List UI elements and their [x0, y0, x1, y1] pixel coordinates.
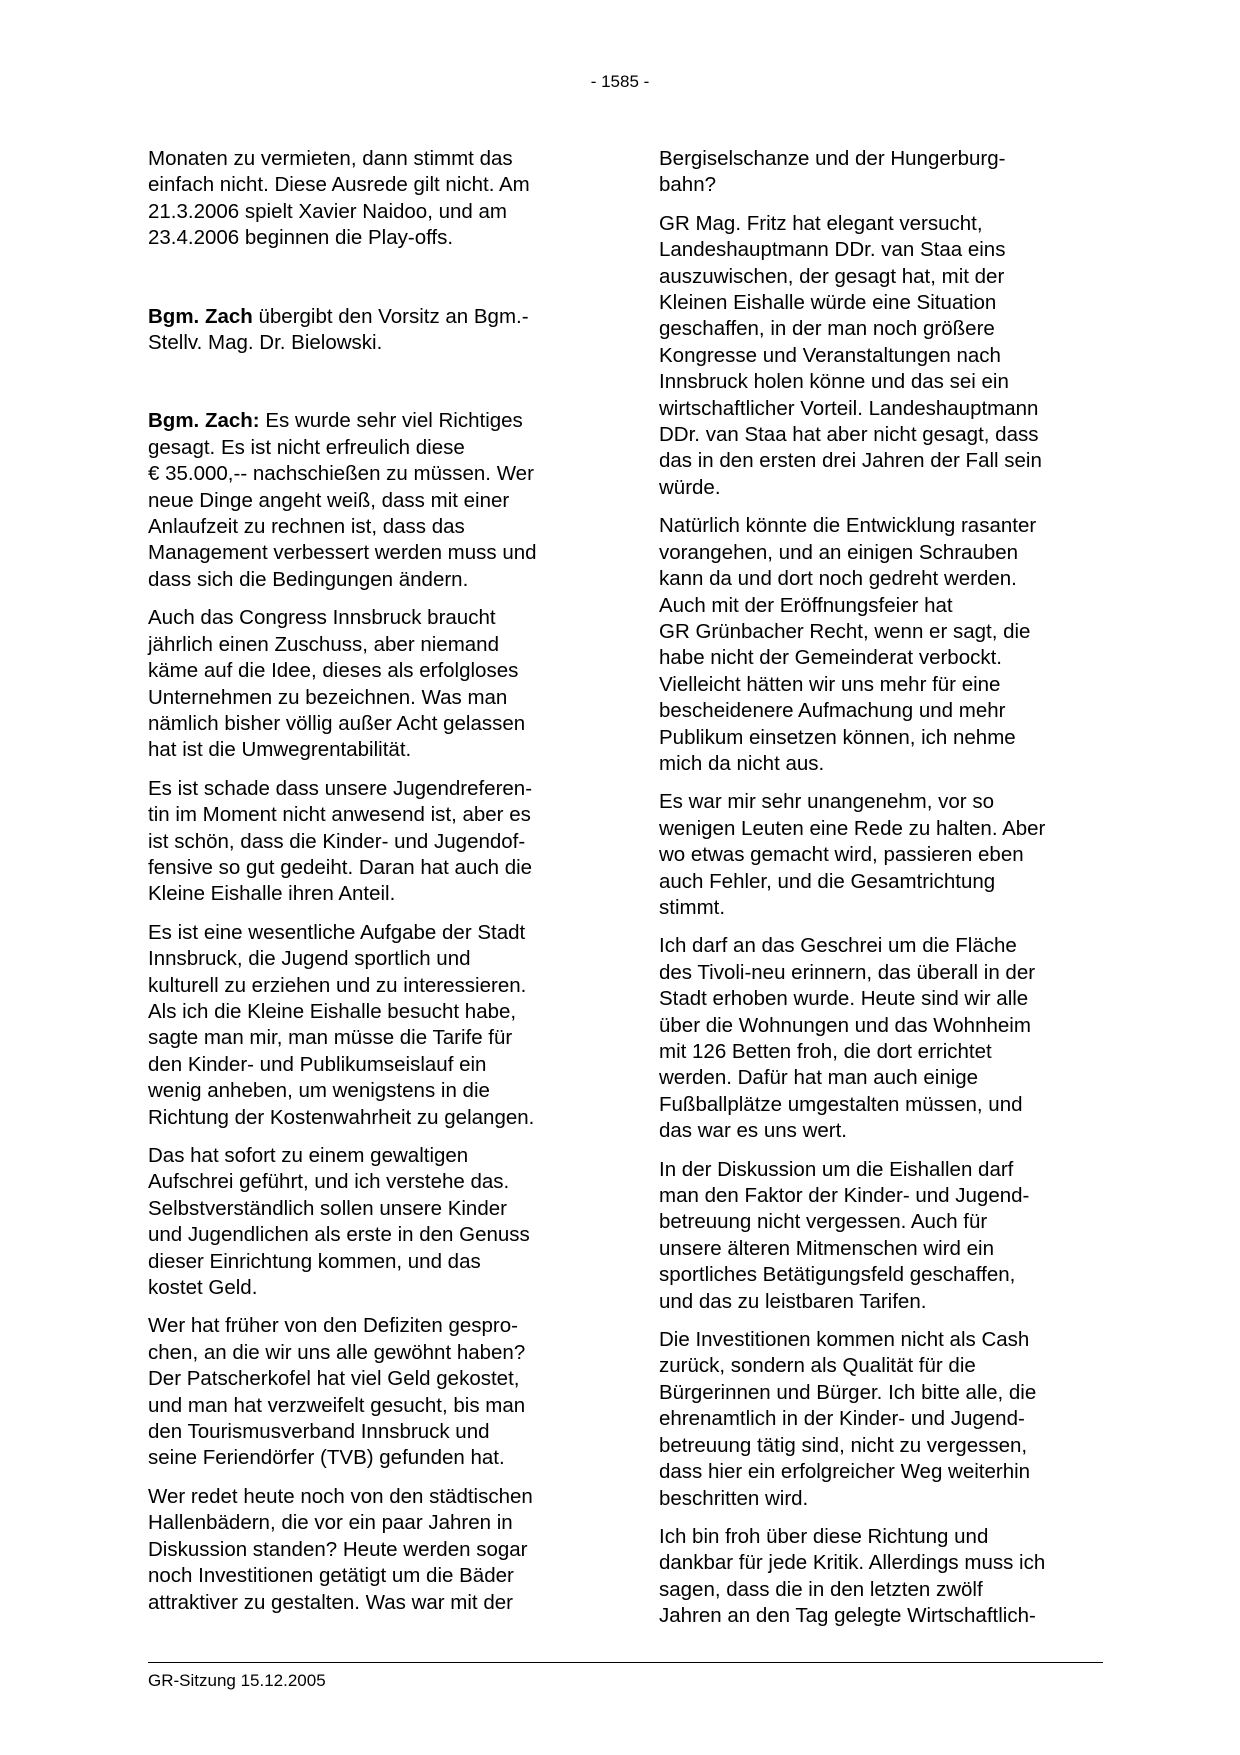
paragraph [659, 513, 1103, 777]
text-line: Ich bin froh über diese Richtung und [659, 1524, 989, 1548]
text-line: kulturell zu erziehen und zu interessieren. [148, 973, 527, 997]
text-line: geschaffen, in der man noch größere [659, 317, 995, 341]
text-line: zurück, sondern als Qualität für die [659, 1354, 976, 1378]
text-line: Hallenbädern, die vor ein paar Jahren in [148, 1511, 513, 1535]
text-line: beschritten wird. [659, 1486, 809, 1510]
text-line: Innsbruck, die Jugend sportlich und [148, 947, 471, 971]
text-line: Auch mit der Eröffnungsfeier hat [659, 593, 953, 617]
text-line: jährlich einen Zuschuss, aber niemand [148, 632, 499, 656]
text-line: Diskussion standen? Heute werden sogar [148, 1537, 528, 1561]
text-line: des Tivoli-neu erinnern, das überall in der [659, 960, 1036, 984]
text-line: auch Fehler, und die Gesamtrichtung [659, 869, 996, 893]
text-line: würde. [659, 475, 721, 499]
text-line: Fußballplätze umgestalten müssen, und [659, 1092, 1023, 1116]
text-fragment: übergibt den Vorsitz an Bgm.- [252, 304, 529, 328]
paragraph [659, 146, 1103, 199]
text-line: kann da und dort noch gedreht werden. [659, 567, 1017, 591]
text-line: € 35.000,-- nachschießen zu müssen. Wer [148, 462, 534, 486]
text-line: das in den ersten drei Jahren der Fall sein [659, 449, 1042, 473]
text-line: werden. Dafür hat man auch einige [659, 1066, 979, 1090]
text-line [148, 408, 592, 434]
text-line: Die Investitionen kommen nicht als Cash [659, 1328, 1030, 1352]
text-line: kostet Geld. [148, 1276, 258, 1300]
text-line: dankbar für jede Kritik. Allerdings muss ich [659, 1551, 1046, 1575]
text-line: Vielleicht hätten wir uns mehr für eine [659, 672, 1001, 696]
paragraph [148, 146, 592, 252]
paragraph [659, 1327, 1103, 1512]
text-line: und Jugendlichen als erste in den Genuss [148, 1223, 530, 1247]
text-line: dass hier ein erfolgreicher Weg weiterhin [659, 1460, 1031, 1484]
text-line: den Tourismusverband Innsbruck und [148, 1420, 490, 1444]
right-column [659, 146, 1103, 1642]
paragraph [148, 920, 592, 1131]
text-line: Wer redet heute noch von den städtischen [148, 1484, 533, 1508]
text-line: wirtschaftlicher Vorteil. Landeshauptmann [659, 396, 1039, 420]
text-line: Management verbessert werden muss und [148, 541, 537, 565]
text-line: das war es uns wert. [659, 1119, 847, 1143]
paragraph [148, 1143, 592, 1301]
text-line: Aufschrei geführt, und ich verstehe das. [148, 1170, 510, 1194]
text-line [148, 304, 592, 330]
paragraph [148, 1484, 592, 1616]
text-line: noch Investitionen getätigt um die Bäder [148, 1564, 514, 1588]
text-line: Es war mir sehr unangenehm, vor so [659, 790, 994, 814]
text-line: Kongresse und Veranstaltungen nach [659, 343, 1001, 367]
text-line: mit 126 Betten froh, die dort errichtet [659, 1040, 992, 1063]
text-line: Monaten zu vermieten, dann stimmt das [148, 147, 513, 170]
text-line: nämlich bisher völlig außer Acht gelassen [148, 711, 526, 735]
text-line: vorangehen, und an einigen Schrauben [659, 540, 1019, 564]
text-line: dieser Einrichtung kommen, und das [148, 1249, 481, 1273]
text-line: über die Wohnungen und das Wohnheim [659, 1013, 1031, 1037]
text-line: hat ist die Umwegrentabilität. [148, 738, 412, 762]
paragraph [659, 1157, 1103, 1315]
text-line: bahn? [659, 173, 717, 197]
text-line: einfach nicht. Diese Ausrede gilt nicht. Am [148, 173, 530, 197]
text-line: Das hat sofort zu einem gewaltigen [148, 1144, 469, 1167]
text-line: Wer hat früher von den Defiziten gespro- [148, 1314, 518, 1338]
text-line: sportliches Betätigungsfeld geschaffen, [659, 1263, 1016, 1287]
footer-divider [148, 1662, 1103, 1663]
text-line: fensive so gut gedeiht. Daran hat auch die [148, 855, 533, 879]
text-line: und man hat verzweifelt gesucht, bis man [148, 1393, 526, 1417]
text-line: sagte man mir, man müsse die Tarife für [148, 1026, 513, 1050]
text-line: Ich darf an das Geschrei um die Fläche [659, 934, 1017, 958]
text-line: habe nicht der Gemeinderat verbockt. [659, 646, 1002, 670]
text-line: Stellv. Mag. Dr. Bielowski. [148, 331, 383, 355]
text-line: Kleine Eishalle ihren Anteil. [148, 882, 396, 906]
page-number: - 1585 - [590, 72, 650, 91]
speaker-name: Bgm. Zach [148, 304, 253, 328]
text-line: Innsbruck holen könne und das sei ein [659, 370, 1009, 394]
text-line: auszuwischen, der gesagt hat, mit der [659, 264, 1005, 288]
text-line: Auch das Congress Innsbruck braucht [148, 606, 496, 630]
text-line: mich da nicht aus. [659, 751, 825, 775]
paragraph [148, 605, 592, 763]
text-line: 23.4.2006 beginnen die Play-offs. [148, 226, 454, 250]
text-fragment: Es wurde sehr viel Richtiges [259, 409, 523, 433]
text-line: In der Diskussion um die Eishallen darf [659, 1157, 1014, 1181]
text-line: sagen, dass die in den letzten zwölf [659, 1577, 983, 1601]
text-line: wenig anheben, um wenigstens in die [148, 1079, 490, 1103]
text-line: wenigen Leuten eine Rede zu halten. Aber [659, 816, 1046, 840]
text-line: GR Grünbacher Recht, wenn er sagt, die [659, 619, 1031, 643]
text-line: Anlaufzeit zu rechnen ist, dass das [148, 515, 465, 539]
text-line: 21.3.2006 spielt Xavier Naidoo, und am [148, 199, 507, 223]
text-line: betreuung tätig sind, nicht zu vergessen, [659, 1433, 1028, 1457]
text-line: DDr. van Staa hat aber nicht gesagt, dass [659, 423, 1039, 447]
text-line: man den Faktor der Kinder- und Jugend- [659, 1184, 1030, 1208]
text-line: chen, an die wir uns alle gewöhnt haben? [148, 1340, 526, 1364]
paragraph [148, 776, 592, 908]
text-line: Als ich die Kleine Eishalle besucht habe, [148, 999, 517, 1023]
text-line: GR Mag. Fritz hat elegant versucht, [659, 211, 983, 235]
text-line: Jahren an den Tag gelegte Wirtschaftlich- [659, 1604, 1036, 1628]
text-line: tin im Moment nicht anwesend ist, aber es [148, 803, 531, 827]
paragraph-speech-start [148, 408, 592, 593]
text-line: betreuung nicht vergessen. Auch für [659, 1210, 988, 1234]
text-line: stimmt. [659, 895, 726, 919]
text-line: käme auf die Idee, dieses als erfolgloses [148, 659, 519, 683]
text-line: Es ist eine wesentliche Aufgabe der Stadt [148, 920, 526, 944]
text-line: Bürgerinnen und Bürger. Ich bitte alle, die [659, 1380, 1037, 1404]
text-line: wo etwas gemacht wird, passieren eben [659, 843, 1024, 867]
text-line: bescheidenere Aufmachung und mehr [659, 699, 1006, 723]
text-line: dass sich die Bedingungen ändern. [148, 567, 469, 591]
paragraph [659, 1524, 1103, 1630]
text-line: Natürlich könnte die Entwicklung rasanter [659, 514, 1037, 538]
left-column [148, 146, 592, 1628]
text-line: Richtung der Kostenwahrheit zu gelangen. [148, 1105, 535, 1129]
text-line: Stadt erhoben wurde. Heute sind wir alle [659, 987, 1029, 1011]
text-line: und das zu leistbaren Tarifen. [659, 1289, 927, 1313]
text-line: Selbstverständlich sollen unsere Kinder [148, 1196, 507, 1220]
text-line: Es ist schade dass unsere Jugendreferen- [148, 776, 533, 800]
text-line: Unternehmen zu bezeichnen. Was man [148, 685, 508, 709]
paragraph [659, 211, 1103, 501]
text-line: ehrenamtlich in der Kinder- und Jugend- [659, 1407, 1025, 1431]
text-line: Landeshauptmann DDr. van Staa eins [659, 238, 1006, 262]
text-line: gesagt. Es ist nicht erfreulich diese [148, 435, 465, 459]
paragraph-chair-handover [148, 304, 592, 357]
paragraph [148, 1313, 592, 1471]
text-line: Der Patscherkofel hat viel Geld gekostet, [148, 1367, 520, 1391]
footer-session-date: GR-Sitzung 15.12.2005 [148, 1671, 326, 1690]
text-line: Publikum einsetzen können, ich nehme [659, 725, 1016, 749]
text-line: attraktiver zu gestalten. Was war mit der [148, 1590, 513, 1614]
text-line: unsere älteren Mitmenschen wird ein [659, 1236, 994, 1260]
text-line: den Kinder- und Publikumseislauf ein [148, 1052, 487, 1076]
paragraph [659, 933, 1103, 1144]
text-line: seine Feriendörfer (TVB) gefunden hat. [148, 1446, 505, 1470]
text-line: Kleinen Eishalle würde eine Situation [659, 291, 997, 315]
text-line: ist schön, dass die Kinder- und Jugendof- [148, 829, 526, 853]
text-line: neue Dinge angeht weiß, dass mit einer [148, 488, 510, 512]
paragraph [659, 789, 1103, 921]
text-line: Bergiselschanze und der Hungerburg- [659, 147, 1006, 170]
speaker-name: Bgm. Zach: [148, 409, 260, 433]
